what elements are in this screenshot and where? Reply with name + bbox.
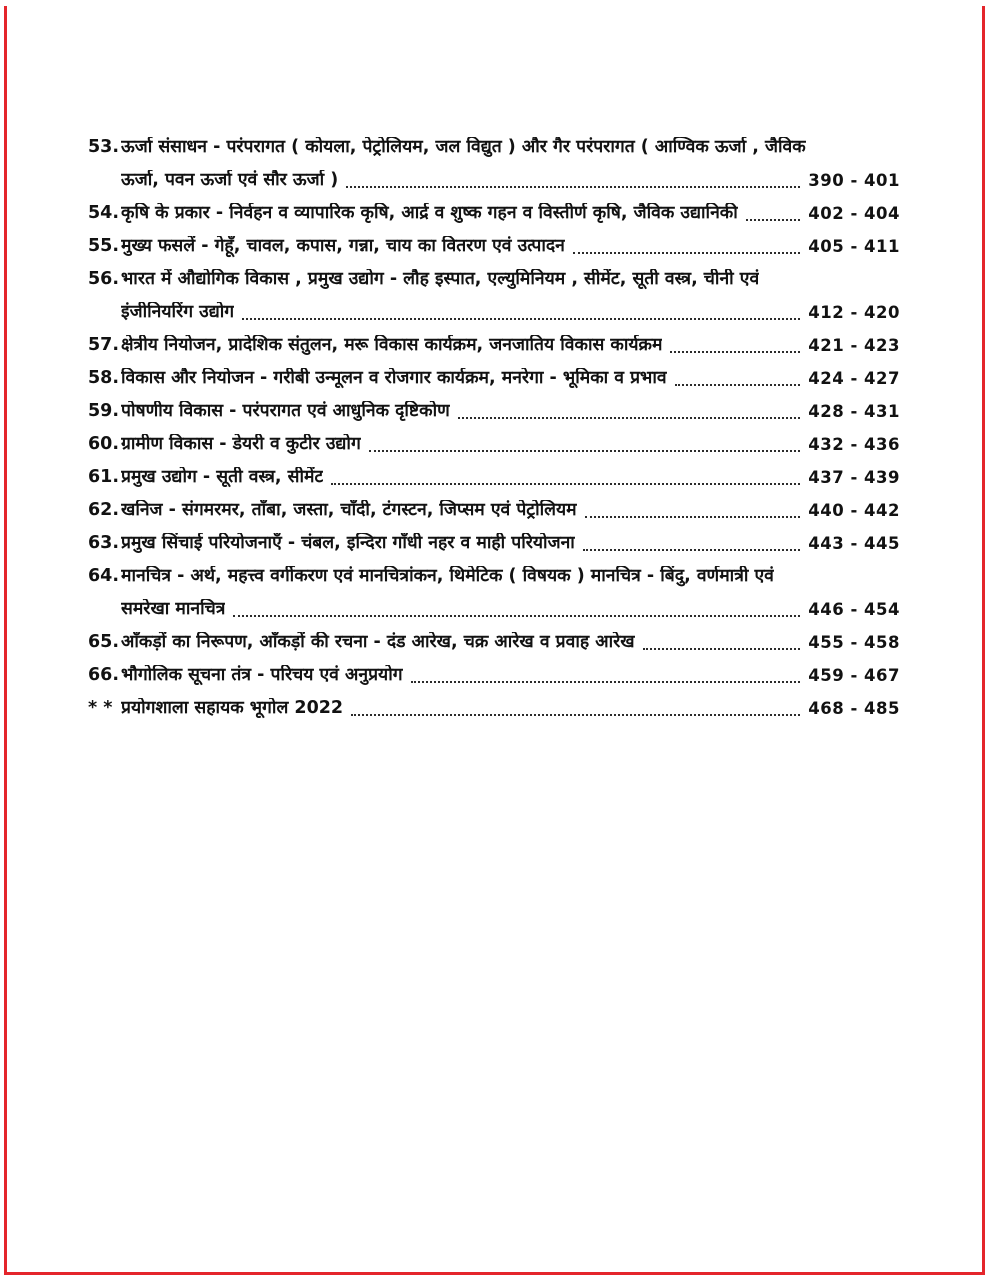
entry-pages: 432 - 436 bbox=[808, 435, 900, 455]
entry-text: प्रयोगशाला सहायक भूगोल 2022 bbox=[121, 698, 344, 719]
table-of-contents bbox=[88, 126, 900, 720]
entry-number: 62. bbox=[88, 500, 120, 521]
scan-border-right bbox=[982, 6, 985, 1275]
entry-text: पोषणीय विकास - परंपरागत एवं आधुनिक दृष्टिकोण bbox=[121, 401, 450, 422]
entry-text: भारत में औद्योगिक विकास , प्रमुख उद्योग - लौह इस्पात, एल्युमिनियम , सीमेंट, सूती वस्त्र, चीनी एवं bbox=[121, 269, 760, 290]
entry-pages: 421 - 423 bbox=[808, 336, 900, 356]
entry-pages: 459 - 467 bbox=[808, 666, 900, 686]
entry-pages: 412 - 420 bbox=[808, 303, 900, 323]
toc-line-continuation bbox=[88, 588, 900, 621]
entry-pages: 437 - 439 bbox=[808, 468, 900, 488]
toc-entry bbox=[88, 192, 900, 225]
entry-pages: 446 - 454 bbox=[808, 600, 900, 620]
entry-text: प्रमुख उद्योग - सूती वस्त्र, सीमेंट bbox=[121, 467, 324, 488]
toc-entry bbox=[88, 423, 900, 456]
entry-pages: 443 - 445 bbox=[808, 534, 900, 554]
entry-number: 66. bbox=[88, 665, 120, 686]
entry-text: ऊर्जा, पवन ऊर्जा एवं सौर ऊर्जा ) bbox=[121, 170, 339, 191]
entry-number: 63. bbox=[88, 533, 120, 554]
toc-entry bbox=[88, 225, 900, 258]
entry-number: 64. bbox=[88, 566, 120, 587]
dot-leader bbox=[351, 714, 800, 716]
entry-text: आँकड़ों का निरूपण, आँकड़ों की रचना - दंड आरेख, चक्र आरेख व प्रवाह आरेख bbox=[121, 632, 635, 653]
entry-number: 58. bbox=[88, 368, 120, 389]
scan-border-bottom bbox=[6, 1272, 983, 1275]
toc-line bbox=[88, 258, 900, 291]
dot-leader bbox=[331, 483, 800, 485]
toc-line bbox=[88, 621, 900, 654]
entry-number: 60. bbox=[88, 434, 120, 455]
dot-leader bbox=[573, 252, 800, 254]
toc-line bbox=[88, 522, 900, 555]
entry-text: समरेखा मानचित्र bbox=[121, 599, 226, 620]
entry-pages: 455 - 458 bbox=[808, 633, 900, 653]
dot-leader bbox=[583, 549, 800, 551]
toc-line bbox=[88, 390, 900, 423]
toc-entry bbox=[88, 654, 900, 687]
dot-leader bbox=[458, 417, 800, 419]
dot-leader bbox=[585, 516, 801, 518]
dot-leader bbox=[233, 615, 800, 617]
toc-entry bbox=[88, 555, 900, 621]
dot-leader bbox=[242, 318, 800, 320]
toc-line-continuation bbox=[88, 159, 900, 192]
entry-number: 56. bbox=[88, 269, 120, 290]
entry-number: 65. bbox=[88, 632, 120, 653]
toc-line bbox=[88, 489, 900, 522]
entry-number: * * bbox=[88, 698, 113, 719]
entry-text: मुख्य फसलें - गेहूँ, चावल, कपास, गन्ना, चाय का वितरण एवं उत्पादन bbox=[121, 236, 565, 257]
entry-text: प्रमुख सिंचाई परियोजनाएँ - चंबल, इन्दिरा गाँधी नहर व माही परियोजना bbox=[121, 533, 575, 554]
toc-entry bbox=[88, 687, 900, 720]
toc-line bbox=[88, 456, 900, 489]
entry-pages: 402 - 404 bbox=[808, 204, 900, 224]
dot-leader bbox=[670, 351, 800, 353]
entry-pages: 428 - 431 bbox=[808, 402, 900, 422]
entry-text: ग्रामीण विकास - डेयरी व कुटीर उद्योग bbox=[121, 434, 361, 455]
toc-entry bbox=[88, 357, 900, 390]
toc-line bbox=[88, 687, 900, 720]
dot-leader bbox=[746, 219, 801, 221]
toc-entry bbox=[88, 522, 900, 555]
toc-line bbox=[88, 357, 900, 390]
entry-pages: 390 - 401 bbox=[808, 171, 900, 191]
dot-leader bbox=[675, 384, 801, 386]
toc-line bbox=[88, 654, 900, 687]
entry-text: क्षेत्रीय नियोजन, प्रादेशिक संतुलन, मरू विकास कार्यक्रम, जनजातिय विकास कार्यक्रम bbox=[121, 335, 663, 356]
toc-line bbox=[88, 225, 900, 258]
entry-text: विकास और नियोजन - गरीबी उन्मूलन व रोजगार कार्यक्रम, मनरेगा - भूमिका व प्रभाव bbox=[121, 368, 667, 389]
toc-line bbox=[88, 555, 900, 588]
entry-text: इंजीनियरिंग उद्योग bbox=[121, 302, 235, 323]
entry-text: भौगोलिक सूचना तंत्र - परिचय एवं अनुप्रयोग bbox=[121, 665, 403, 686]
dot-leader bbox=[346, 186, 800, 188]
entry-number: 59. bbox=[88, 401, 120, 422]
entry-number: 61. bbox=[88, 467, 120, 488]
entry-pages: 424 - 427 bbox=[808, 369, 900, 389]
toc-line-continuation bbox=[88, 291, 900, 324]
toc-line bbox=[88, 192, 900, 225]
entry-pages: 440 - 442 bbox=[808, 501, 900, 521]
dot-leader bbox=[411, 681, 801, 683]
toc-entry bbox=[88, 258, 900, 324]
entry-text: ऊर्जा संसाधन - परंपरागत ( कोयला, पेट्रोलियम, जल विद्युत ) और गैर परंपरागत ( आण्विक ऊर्जा , जैविक bbox=[121, 137, 806, 158]
toc-entry bbox=[88, 324, 900, 357]
toc-entry bbox=[88, 456, 900, 489]
toc-line bbox=[88, 423, 900, 456]
entry-number: 54. bbox=[88, 203, 120, 224]
scan-border-left bbox=[4, 6, 7, 1275]
toc-entry bbox=[88, 390, 900, 423]
toc-entry bbox=[88, 489, 900, 522]
toc-entry bbox=[88, 621, 900, 654]
toc-line bbox=[88, 324, 900, 357]
entry-text: कृषि के प्रकार - निर्वहन व व्यापारिक कृषि, आर्द्र व शुष्क गहन व विस्तीर्ण कृषि, जैविक उद्यानिकी bbox=[121, 203, 738, 224]
dot-leader bbox=[643, 648, 801, 650]
toc-entry bbox=[88, 126, 900, 192]
entry-number: 53. bbox=[88, 137, 120, 158]
entry-text: मानचित्र - अर्थ, महत्त्व वर्गीकरण एवं मानचित्रांकन, थिमेटिक ( विषयक ) मानचित्र - बिंदु, वर्णमात्री एवं bbox=[121, 566, 774, 587]
dot-leader bbox=[369, 450, 800, 452]
toc-line bbox=[88, 126, 900, 159]
entry-number: 57. bbox=[88, 335, 120, 356]
entry-pages: 405 - 411 bbox=[808, 237, 900, 257]
entry-pages: 468 - 485 bbox=[808, 699, 900, 719]
entry-text: खनिज - संगमरमर, ताँबा, जस्ता, चाँदी, टंगस्टन, जिप्सम एवं पेट्रोलियम bbox=[121, 500, 577, 521]
entry-number: 55. bbox=[88, 236, 120, 257]
